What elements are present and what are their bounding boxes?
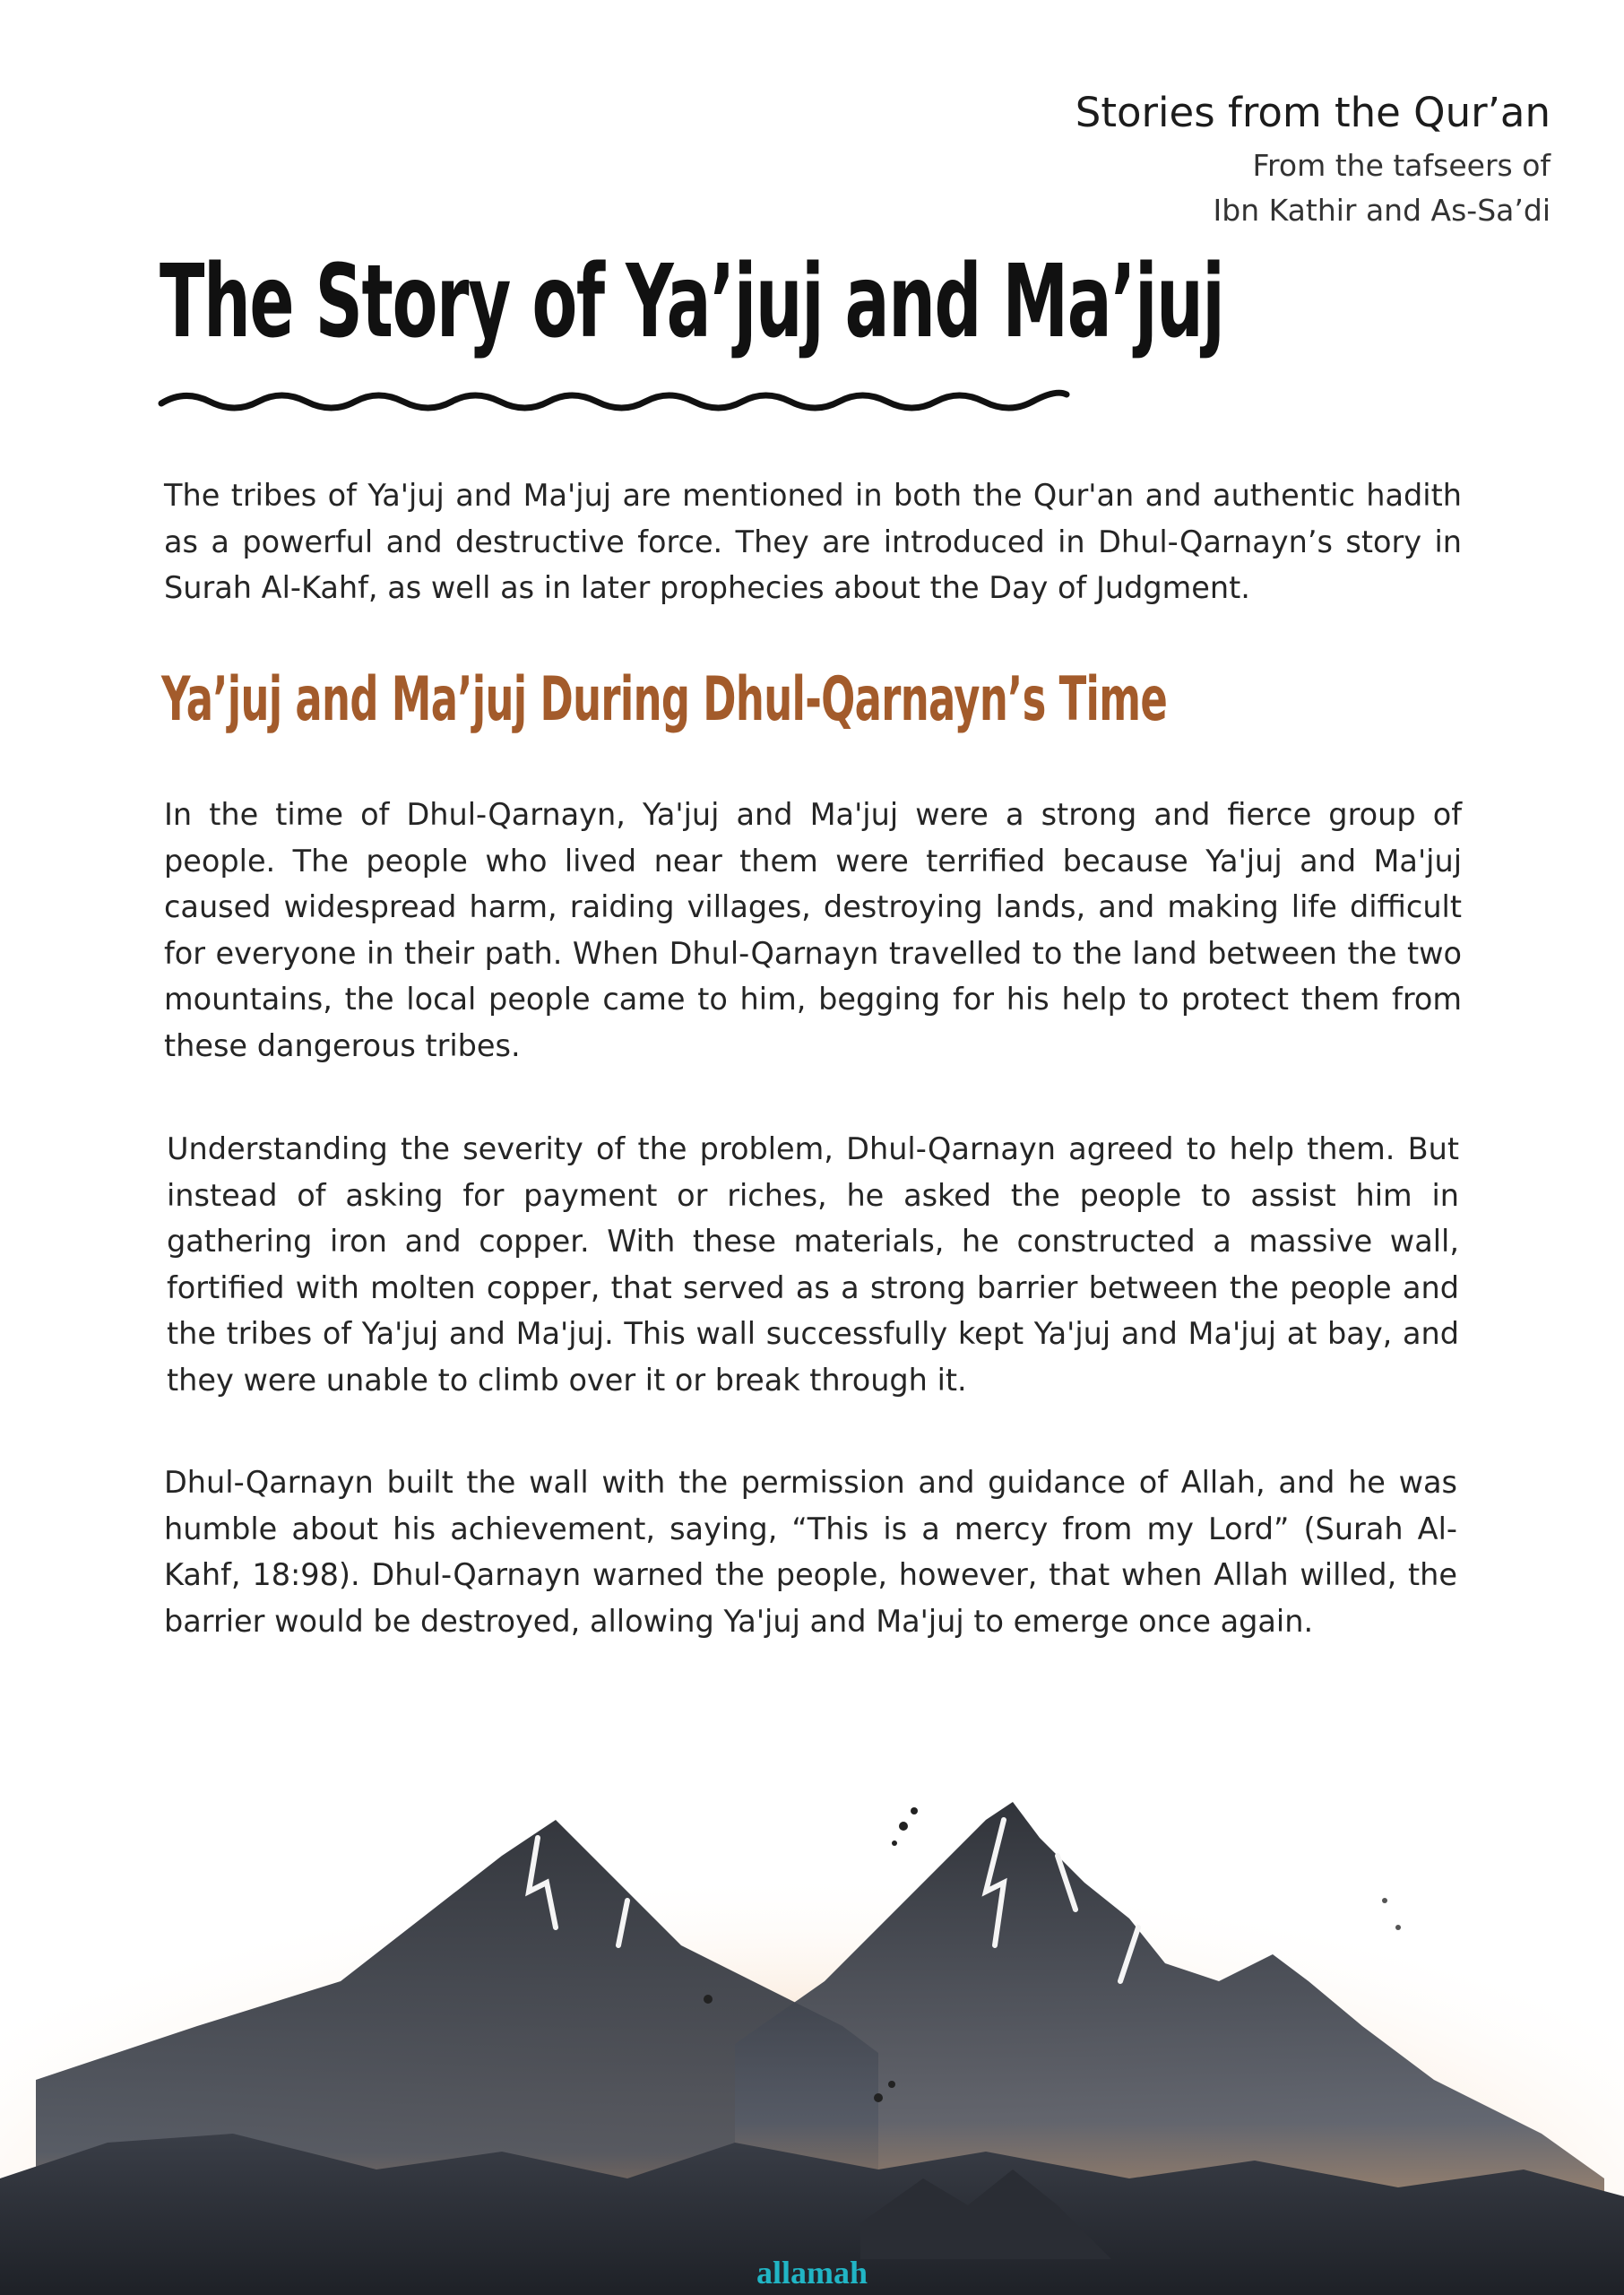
- title-wavy-underline: [158, 384, 1072, 420]
- page-title: The Story of Ya’juj and Ma’juj: [160, 244, 1224, 360]
- section-heading: Ya’juj and Ma’juj During Dhul-Qarnayn’s Time: [161, 664, 1168, 735]
- section-paragraph-1: In the time of Dhul-Qarnayn, Ya'juj and Ma'juj were a strong and fierce group of people. The people who lived near them were terrified because Ya'juj and Ma'juj caused widespread harm, raiding villages, destroying lands, and making life difficult for everyone in their path. When Dhul-Qarnayn travelled to the land between the two mountains, the local people came to him, begging for his help to protect them from these dangerous tribes.: [164, 797, 1462, 1063]
- source-line-1: From the tafseers of: [1252, 148, 1551, 183]
- series-header: [1075, 82, 1551, 233]
- intro-paragraph: The tribes of Ya'juj and Ma'juj are mentioned in both the Qur'an and authentic hadith as a powerful and destructive force. They are introduced in Dhul-Qarnayn’s story in Surah Al-Kahf, as well as in later prophecies about the Day of Judgment.: [164, 478, 1462, 605]
- section-paragraph-3: Dhul-Qarnayn built the wall with the permission and guidance of Allah, and he was humble about his achievement, saying, “This is a mercy from my Lord” (Surah Al-Kahf, 18:98). Dhul-Qarnayn warned the people, however, that when Allah willed, the barrier would be destroyed, allowing Ya'juj and Ma'juj to emerge once again.: [164, 1465, 1457, 1639]
- source-line-2: Ibn Kathir and As-Sa’di: [1213, 193, 1551, 228]
- series-title: Stories from the Qur’an: [1075, 89, 1551, 136]
- watercolor-mountains-illustration: [0, 1757, 1624, 2295]
- brand-logo: allamah: [756, 2255, 868, 2291]
- section-paragraph-2: Understanding the severity of the problem, Dhul-Qarnayn agreed to help them. But instead of asking for payment or riches, he asked the people to assist him in gathering iron and copper. With these materials, he constructed a massive wall, fortified with molten copper, that served as a strong barrier between the people and the tribes of Ya'juj and Ma'juj. This wall successfully kept Ya'juj and Ma'juj at bay, and they were unable to climb over it or break through it.: [167, 1131, 1459, 1398]
